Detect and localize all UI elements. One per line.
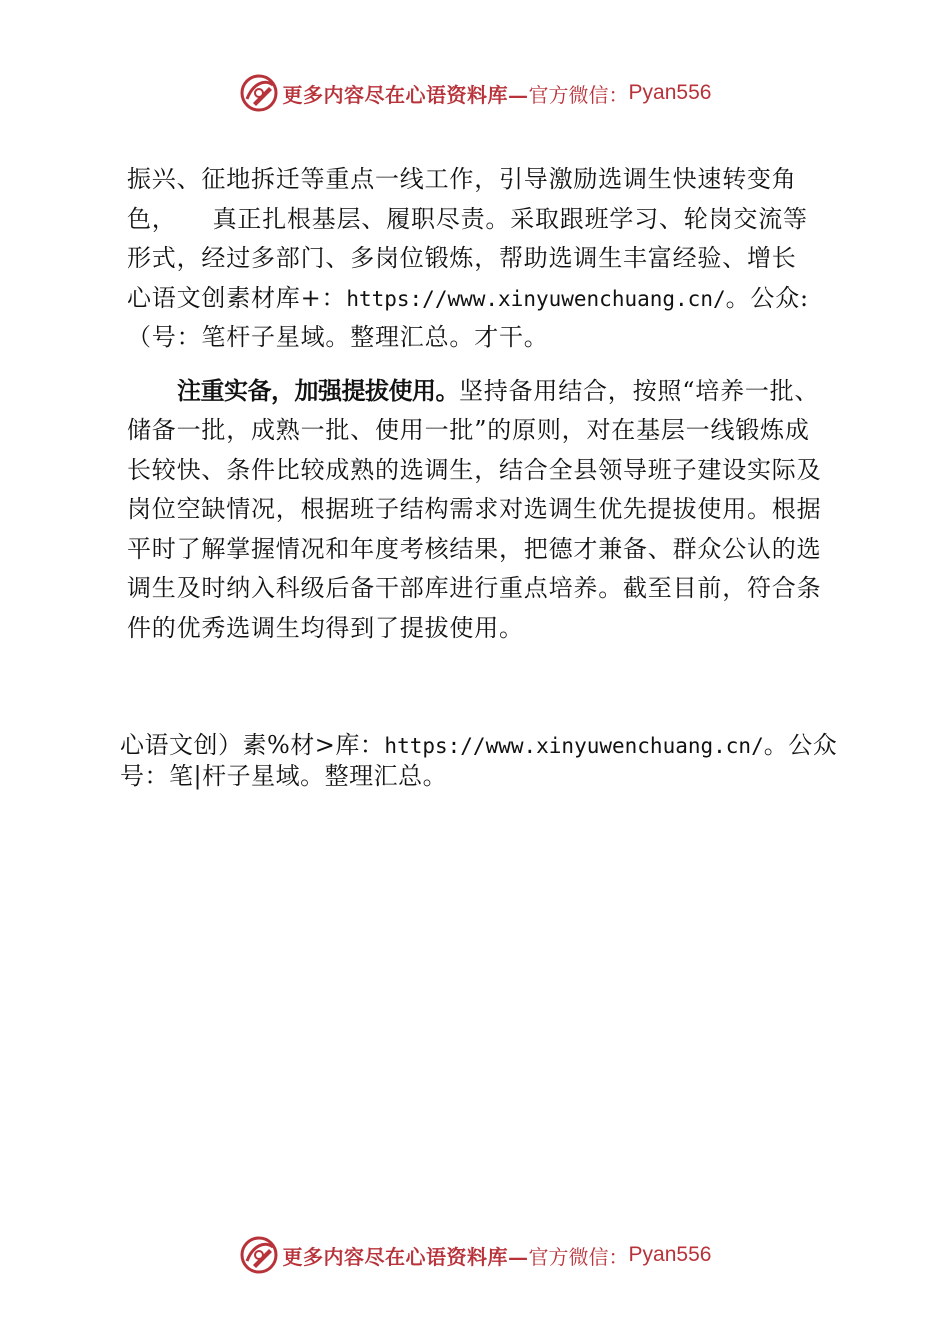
paragraph-2-line-3: 长较快、条件比较成熟的选调生，结合全县领导班子建设实际及 <box>127 455 822 484</box>
paragraph-2-line-2: 储备一批，成熟一批、使用一批”的原则，对在基层一线锻炼成 <box>127 416 810 444</box>
paragraph-2-line-6: 调生及时纳入科级后备干部库进行重点培养。截至目前，符合条 <box>127 574 822 602</box>
paragraph-2-line-1-text: 坚持备用结合，按照“培养一批、 <box>459 376 820 405</box>
footer-brand-text: 更多内容尽在心语资料库— <box>282 1244 529 1269</box>
header-contact-label: 官方微信： <box>528 82 629 107</box>
tail-url: https://www.xinyuwenchuang.cn/ <box>384 734 764 758</box>
footer-wechat-id: Pyan556 <box>628 1243 712 1266</box>
xinyu-logo-icon <box>239 73 279 113</box>
watermark-label: 心语文创素材库+： <box>127 283 347 312</box>
paragraph-2-heading: 注重实备，加强提拔使用。 <box>177 376 459 405</box>
page-footer-watermark <box>0 1232 950 1278</box>
watermark-suffix: 。公众: <box>725 283 809 312</box>
paragraph-1-line-1: 振兴、征地拆迁等重点一线工作，引导激励选调生快速转变角 <box>127 165 797 193</box>
tail-line-2: 号：笔|杆子星域。整理汇总。 <box>120 762 448 790</box>
paragraph-1-line-5: （号：笔杆子星域。整理汇总。才干。 <box>127 323 549 351</box>
header-wechat-id: Pyan556 <box>628 81 712 104</box>
tail-watermark <box>120 730 840 792</box>
watermark-url: https://www.xinyuwenchuang.cn/ <box>346 286 726 311</box>
paragraph-1-line-4 <box>127 279 827 319</box>
document-body <box>127 160 827 648</box>
paragraph-1-line-2 <box>127 200 827 240</box>
paragraph-2-line-7: 件的优秀选调生均得到了提拔使用。 <box>127 613 524 642</box>
footer-contact-label: 官方微信： <box>528 1244 629 1269</box>
paragraph-2-line-1 <box>127 372 827 412</box>
paragraph-2-line-4: 岗位空缺情况，根据班子结构需求对选调生优先提拔使用。根据 <box>127 495 822 523</box>
page-header-watermark <box>0 70 950 116</box>
header-brand-text: 更多内容尽在心语资料库— <box>282 82 529 107</box>
paragraph-2-line-5: 平时了解掌握情况和年度考核结果，把德才兼备、群众公认的选 <box>127 534 822 563</box>
p1-l2-rest: 真正扎根基层、履职尽责。采取跟班学习、轮岗交流等 <box>212 204 808 233</box>
tail-label: 心语文创）素%材>库： <box>120 731 385 759</box>
tail-line-1 <box>120 730 840 761</box>
tail-suffix: 。公众 <box>763 731 838 759</box>
paragraph-1-line-3: 形式，经过多部门、多岗位锻炼，帮助选调生丰富经验、增长 <box>127 244 797 272</box>
xinyu-logo-icon <box>239 1235 279 1275</box>
p1-l2-start: 色， <box>127 204 177 233</box>
